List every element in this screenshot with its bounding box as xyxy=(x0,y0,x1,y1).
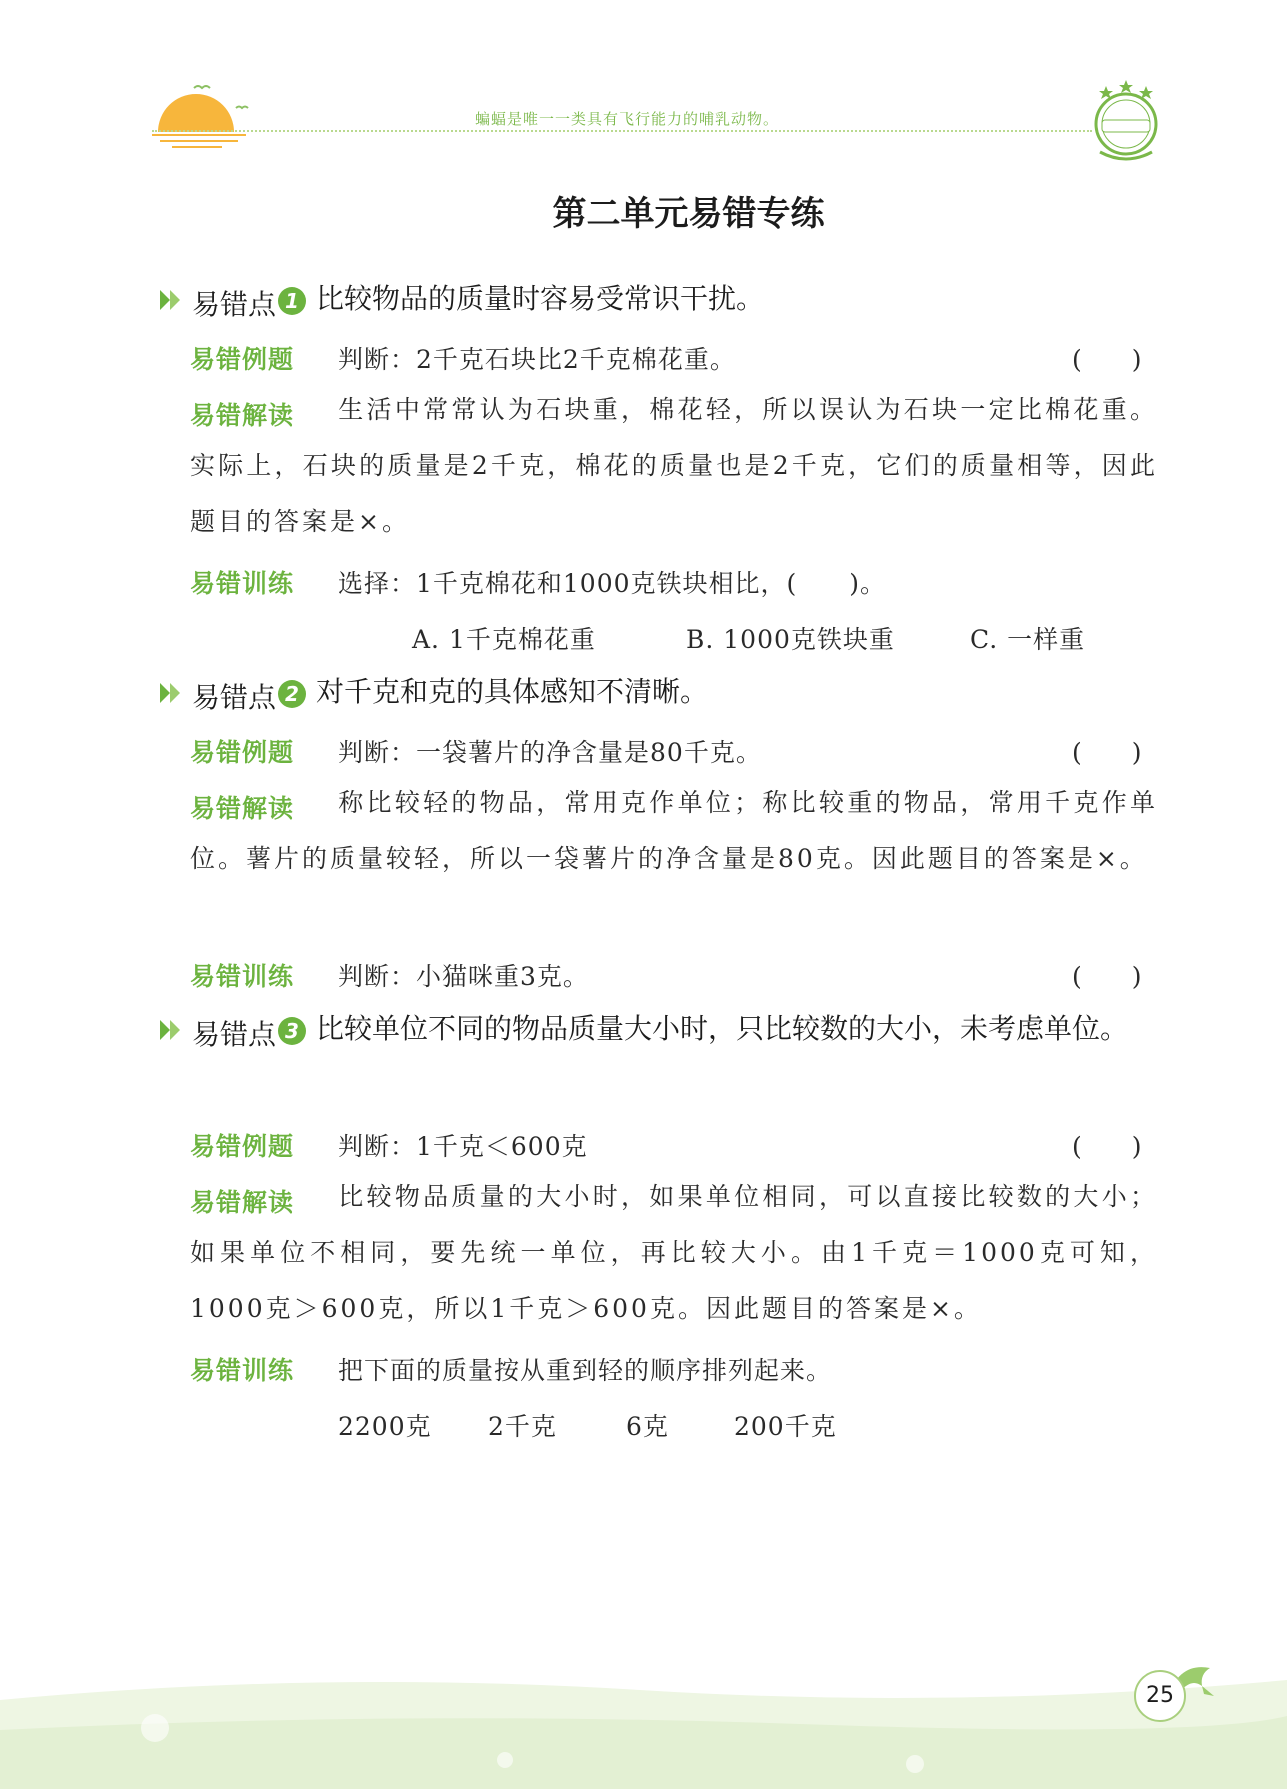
error-point-label: 易错点 xyxy=(192,288,277,321)
explain-tag: 易错解读 xyxy=(190,401,295,430)
example-question: 判断：1千克＜600克 xyxy=(338,1132,588,1161)
error-point-number: 2 xyxy=(278,680,306,708)
example-tag: 易错例题 xyxy=(190,1132,295,1161)
mass-item: 2千克 xyxy=(488,1412,557,1441)
error-point-2 xyxy=(158,676,1158,720)
practice-tag: 易错训练 xyxy=(190,569,295,598)
option-c: C. 一样重 xyxy=(970,625,1086,654)
mass-item: 2200克 xyxy=(338,1412,432,1441)
header-divider xyxy=(152,130,1092,132)
practice-question: 选择：1千克棉花和1000克铁块相比，( )。 xyxy=(338,569,887,598)
answer-bracket: ( ) xyxy=(1072,1132,1142,1161)
error-point-number: 1 xyxy=(278,287,306,315)
example-tag: 易错例题 xyxy=(190,738,295,767)
wangchaoxia-seal-icon xyxy=(1086,76,1166,166)
page-number: 25 xyxy=(1134,1670,1186,1722)
example-question: 判断：2千克石块比2千克棉花重。 xyxy=(338,345,736,374)
double-arrow-icon xyxy=(158,1016,186,1044)
answer-bracket: ( ) xyxy=(1072,962,1142,991)
option-a: A. 1千克棉花重 xyxy=(412,625,596,654)
example-tag: 易错例题 xyxy=(190,345,295,374)
error-point-text: 比较物品的质量时容易受常识干扰。 xyxy=(316,282,765,315)
explain-text: 称比较轻的物品，常用克作单位；称比较重的物品，常用千克作单位。薯片的质量较轻，所以一袋薯片的净含量是80克。因此题目的答案是×。 xyxy=(190,788,1158,873)
practice-tag: 易错训练 xyxy=(190,962,295,991)
explain-text: 生活中常常认为石块重，棉花轻，所以误认为石块一定比棉花重。实际上，石块的质量是2千克，棉花的质量也是2千克，它们的质量相等，因此题目的答案是×。 xyxy=(190,395,1158,536)
error-point-1 xyxy=(158,283,1158,327)
double-arrow-icon xyxy=(158,679,186,707)
option-b: B. 1000克铁块重 xyxy=(686,625,895,654)
error-point-text: 比较单位不同的物品质量大小时，只比较数的大小，未考虑单位。 xyxy=(316,1012,1129,1045)
error-point-label: 易错点 xyxy=(192,1018,277,1051)
error-point-text: 对千克和克的具体感知不清晰。 xyxy=(316,675,709,708)
explain-tag: 易错解读 xyxy=(190,1188,295,1217)
error-point-3 xyxy=(158,1013,1158,1057)
sunset-logo-icon xyxy=(150,78,260,154)
mass-item: 200千克 xyxy=(734,1412,837,1441)
mass-item: 6克 xyxy=(626,1412,669,1441)
practice-question: 把下面的质量按从重到轻的顺序排列起来。 xyxy=(338,1356,833,1385)
footer-wave xyxy=(0,1660,1287,1789)
example-question: 判断：一袋薯片的净含量是80千克。 xyxy=(338,738,762,767)
header-tip: 蝙蝠是唯一一类具有飞行能力的哺乳动物。 xyxy=(475,110,780,128)
error-point-number: 3 xyxy=(278,1017,306,1045)
answer-bracket: ( ) xyxy=(1072,345,1142,374)
double-arrow-icon xyxy=(158,286,186,314)
explain-text: 比较物品质量的大小时，如果单位相同，可以直接比较数的大小；如果单位不相同，要先统一单位，再比较大小。由1千克＝1000克可知，1000克＞600克，所以1千克＞600克。因此题目的答案是×。 xyxy=(190,1182,1158,1323)
practice-tag: 易错训练 xyxy=(190,1356,295,1385)
error-point-label: 易错点 xyxy=(192,681,277,714)
explain-tag: 易错解读 xyxy=(190,794,295,823)
practice-question: 判断：小猫咪重3克。 xyxy=(338,962,589,991)
answer-bracket: ( ) xyxy=(1072,738,1142,767)
page-title: 第二单元易错专练 xyxy=(552,194,825,234)
